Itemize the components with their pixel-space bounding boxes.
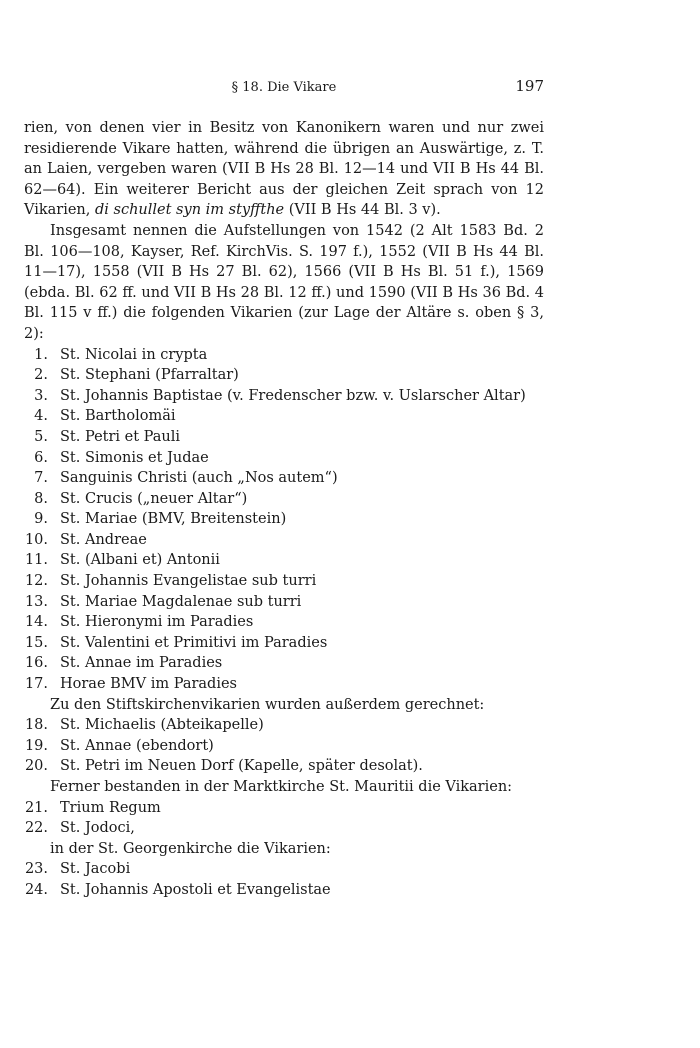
list-item-text: St. Johannis Baptistae (v. Fredenscher bzw. v. Uslarscher Altar) — [60, 387, 526, 404]
list-item-number: 22. — [24, 820, 48, 837]
list-item-number: 20. — [24, 758, 48, 775]
list-item — [24, 756, 544, 777]
list-item-number: 7. — [34, 470, 48, 487]
list-item-text: St. Johannis Apostoli et Evangelistae — [60, 881, 331, 898]
list-item — [24, 345, 544, 366]
list-item-text: St. Crucis („neuer Altar“) — [60, 490, 248, 507]
list-item-text: Sanguinis Christi (auch „Nos autem“) — [60, 470, 338, 487]
list-item-text: St. Johannis Evangelistae sub turri — [60, 573, 317, 590]
list-item — [24, 715, 544, 736]
list-item-number: 2. — [34, 367, 48, 384]
list-item-number: 1. — [34, 346, 48, 363]
page-header — [24, 78, 544, 98]
list-item-number: 14. — [24, 614, 48, 631]
list-item-number: 23. — [24, 861, 48, 878]
list-item-text: St. Annae im Paradies — [60, 655, 223, 672]
vicarage-list-additional — [24, 715, 544, 777]
interlude-marktkirche: Ferner bestanden in der Marktkirche St. Mauritii die Vikarien: — [50, 779, 513, 795]
list-item-text: Trium Regum — [60, 799, 161, 816]
vicarage-list-main — [24, 345, 544, 695]
list-item — [24, 592, 544, 613]
list-item-text: St. Annae (ebendort) — [60, 737, 214, 754]
list-item — [24, 612, 544, 633]
list-item — [24, 571, 544, 592]
list-item — [24, 386, 544, 407]
list-item-number: 13. — [24, 593, 48, 610]
list-item-text: St. Petri im Neuen Dorf (Kapelle, später desolat). — [60, 758, 423, 775]
list-item-text: St. Stephani (Pfarraltar) — [60, 367, 239, 384]
list-item-text: St. (Albani et) Antonii — [60, 552, 220, 569]
list-item-text: St. Andreae — [60, 531, 147, 548]
list-item — [24, 509, 544, 530]
list-item-text: St. Bartholomäi — [60, 408, 176, 425]
list-item-text: St. Mariae Magdalenae sub turri — [60, 593, 302, 610]
vicarage-list-georgenkirche — [24, 859, 544, 900]
list-item-text: St. Mariae (BMV, Breitenstein) — [60, 511, 287, 528]
list-item-number: 10. — [24, 531, 48, 548]
list-item — [24, 633, 544, 654]
list-item — [24, 798, 544, 819]
list-item-text: Horae BMV im Paradies — [60, 676, 237, 693]
list-item — [24, 674, 544, 695]
list-item — [24, 406, 544, 427]
list-item-text: St. Valentini et Primitivi im Paradies — [60, 634, 328, 651]
list-item — [24, 530, 544, 551]
list-item — [24, 859, 544, 880]
list-item-number: 3. — [34, 387, 48, 404]
list-item-number: 12. — [24, 573, 48, 590]
list-item — [24, 489, 544, 510]
list-item — [24, 818, 544, 839]
list-item-number: 24. — [24, 881, 48, 898]
list-item — [24, 427, 544, 448]
list-item — [24, 448, 544, 469]
interlude-stiftskirche: Zu den Stiftskirchenvikarien wurden außerdem gerechnet: — [50, 696, 485, 713]
list-item — [24, 653, 544, 674]
paragraph-sources: Insgesamt nennen die Aufstellungen von 1542 (2 Alt 1583 Bd. 2 Bl. 106—108, Kayser, Ref. KirchVis. S. 197 f.), 1552 (VII B Hs 44 Bl. 11—17), 1558 (VII B Hs 27 Bl. 62), 1566 (VII B Hs Bl. 51 f.), 1569 (ebda. Bl. 62 ff. und VII B Hs 28 Bl. 12 ff.) und 1590 (VII B Hs 36 Bd. 4 Bl. 115 v ff.) die folgenden Vikarien (zur Lage der Altäre s. oben § 3, 2): — [24, 222, 544, 342]
list-item-text: St. Jodoci, — [60, 820, 135, 837]
interlude-georgenkirche: in der St. Georgenkirche die Vikarien: — [50, 840, 331, 857]
list-item-number: 17. — [24, 676, 48, 693]
list-item-number: 19. — [24, 737, 48, 754]
vicarage-list-marktkirche — [24, 798, 544, 839]
list-item — [24, 365, 544, 386]
list-item-number: 6. — [34, 449, 48, 466]
list-item-text: St. Petri et Pauli — [60, 428, 181, 445]
list-item — [24, 880, 544, 901]
list-item-number: 15. — [24, 634, 48, 651]
list-item-text: St. Hieronymi im Paradies — [60, 614, 254, 631]
list-item-text: St. Simonis et Judae — [60, 449, 209, 466]
list-item-number: 5. — [34, 428, 48, 445]
page-number: 197 — [515, 77, 544, 95]
paragraph-continuation: rien, von denen vier in Besitz von Kanonikern waren und nur zwei residierende Vikare hatten, während die übrigen an Auswärtige, z. T. an Laien, vergeben waren (VII B Hs 28 Bl. 12—14 und VII B Hs 44 Bl. 62—64). Ein weiterer Bericht aus der gleichen Zeit sprach von 12 Vikarien, di schullet syn im styffthe (VII B Hs 44 Bl. 3 v). — [24, 120, 544, 219]
list-item-text: St. Michaelis (Abteikapelle) — [60, 717, 264, 734]
list-item-number: 4. — [34, 408, 48, 425]
page-body — [24, 118, 544, 901]
list-item — [24, 736, 544, 757]
italic-quote: di schullet syn im styffthe — [95, 202, 285, 219]
list-item-number: 9. — [34, 511, 48, 528]
list-item-number: 11. — [24, 552, 48, 569]
list-item-text: St. Jacobi — [60, 861, 131, 878]
list-item-number: 18. — [24, 717, 48, 734]
running-head: § 18. Die Vikare — [231, 80, 337, 95]
list-item-text: St. Nicolai in crypta — [60, 346, 208, 363]
list-item — [24, 468, 544, 489]
list-item — [24, 550, 544, 571]
list-item-number: 16. — [24, 655, 48, 672]
list-item-number: 8. — [34, 490, 48, 507]
list-item-number: 21. — [24, 799, 48, 816]
